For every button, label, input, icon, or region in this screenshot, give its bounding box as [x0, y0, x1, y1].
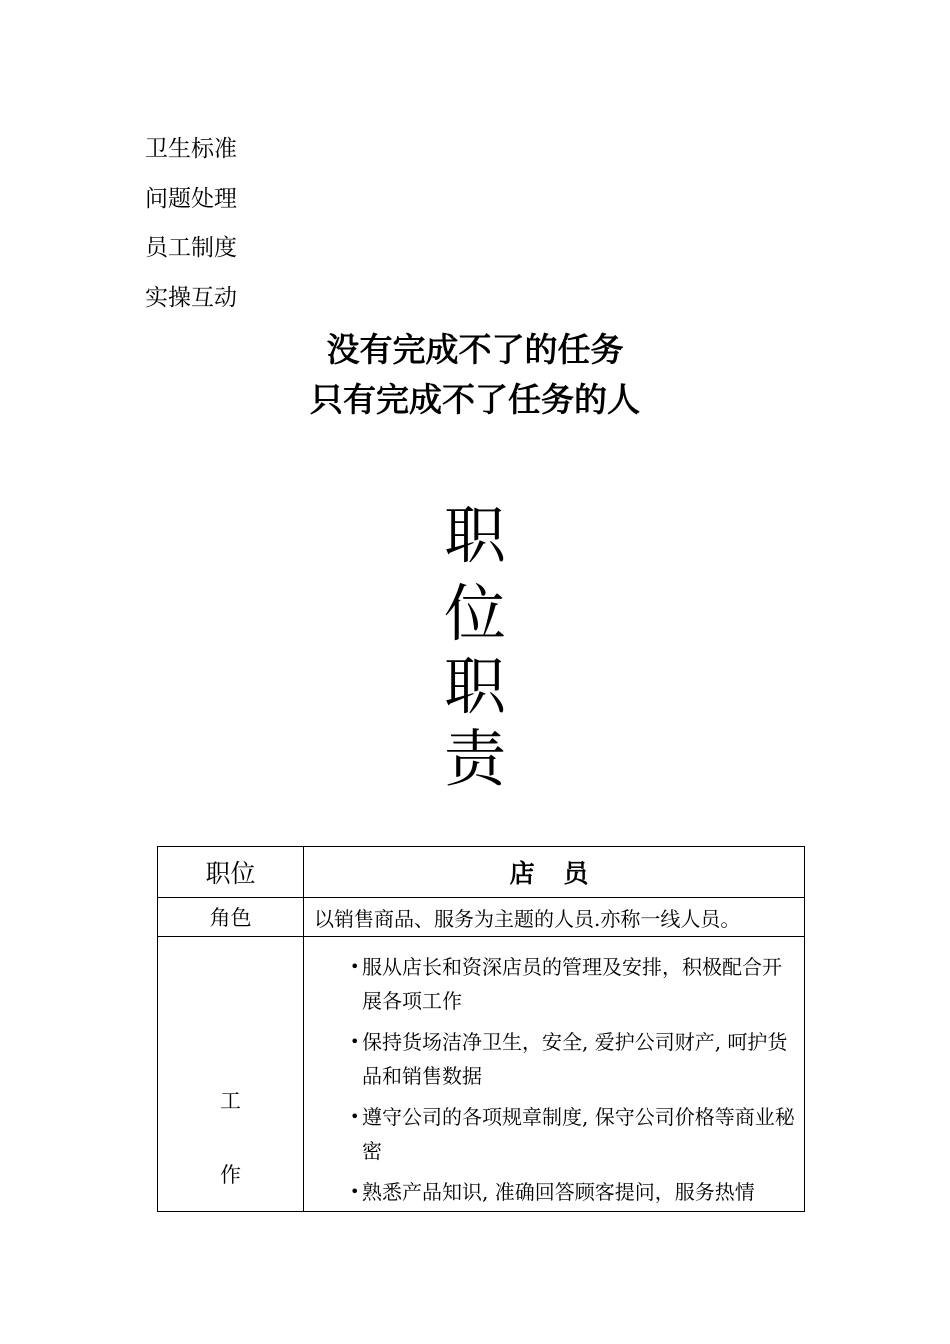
job-duty-table — [157, 846, 805, 1212]
bullet-icon: • — [350, 1032, 360, 1051]
bullet-icon: • — [350, 1182, 360, 1201]
section-title-char: 位 — [443, 577, 506, 650]
role-text-cell: 以销售商品、服务为主题的人员.亦称一线人员。 — [304, 898, 805, 937]
toc-item-rules: 员工制度 — [145, 235, 237, 261]
work-items-list — [304, 950, 804, 1209]
toc-item-practice: 实操互动 — [145, 285, 237, 311]
section-title-char: 责 — [443, 722, 506, 795]
header-value-cell: 店 员 — [304, 847, 805, 898]
work-label-char: 工 — [220, 1089, 241, 1113]
table-row — [158, 847, 805, 898]
section-title-char: 职 — [443, 499, 506, 572]
table-row — [158, 898, 805, 937]
work-label-cell — [158, 937, 304, 1212]
list-item: • 熟悉产品知识, 准确回答顾客提问，服务热情 — [338, 1175, 804, 1209]
list-item: • 遵守公司的各项规章制度, 保守公司价格等商业秘密 — [338, 1100, 804, 1168]
bullet-icon: • — [350, 957, 360, 976]
header-label-cell: 职位 — [158, 847, 304, 898]
list-item: • 服从店长和资深店员的管理及安排，积极配合开展各项工作 — [338, 950, 804, 1018]
toc-item-hygiene: 卫生标准 — [145, 136, 237, 162]
bullet-icon: • — [350, 1107, 360, 1126]
list-item: • 保持货场洁净卫生，安全, 爱护公司财产, 呵护货品和销售数据 — [338, 1025, 804, 1093]
role-label-cell: 角色 — [158, 898, 304, 937]
slogan-line-2: 只有完成不了任务的人 — [310, 380, 640, 419]
table-row — [158, 937, 805, 1212]
toc-item-problems: 问题处理 — [145, 186, 237, 212]
work-items-cell — [304, 937, 805, 1212]
slogan-line-1: 没有完成不了的任务 — [326, 330, 624, 369]
work-label-char: 作 — [220, 1163, 241, 1187]
section-title-char: 职 — [443, 650, 506, 723]
